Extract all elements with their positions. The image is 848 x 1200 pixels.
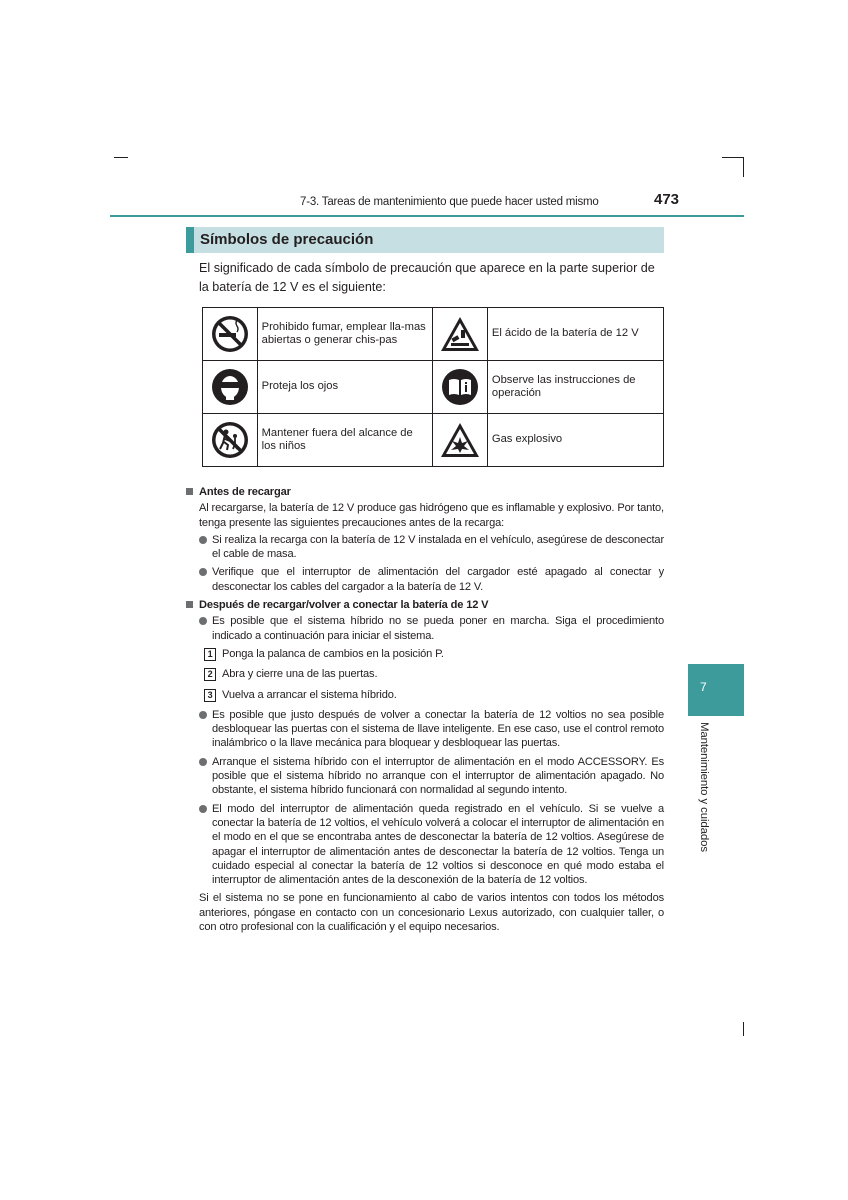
symbol-description: Mantener fuera del alcance de los niños <box>257 414 433 467</box>
chapter-number: 7 <box>700 680 707 694</box>
list-item: Verifique que el interruptor de alimentación del cargador esté apagado al conectar y desconectar los cables del cargador a la batería de 12 V. <box>186 565 664 594</box>
chapter-tab[interactable] <box>688 664 744 716</box>
step-item: 2 Abra y cierre una de las puertas. <box>186 667 664 681</box>
crop-mark <box>743 1022 744 1036</box>
list-item: El modo del interruptor de alimentación queda registrado en el vehículo. Si se vuelve a conectar la batería de 12 voltios, el vehículo volverá a colocar el interruptor de alimentación en el modo en el que se encontraba antes de desconectar la batería de 12 voltios. Asegúrese de apagar el interruptor de alimentación antes de desconectar la batería de 12 voltios. Tenga un cuidado especial al conectar la batería de 12 voltios si desconoce en qué modo estaba el interruptor de alimentación antes de la desconexión de la batería de 12 voltios. <box>186 802 664 888</box>
header-rule <box>110 215 744 217</box>
precaution-symbols-table <box>202 307 664 467</box>
symbol-cell <box>203 361 258 414</box>
body-text <box>186 485 664 937</box>
bullet-dot-icon <box>199 805 207 813</box>
step-number: 2 <box>204 668 216 681</box>
crop-mark <box>114 157 128 158</box>
step-item: 3 Vuelva a arrancar el sistema híbrido. <box>186 688 664 702</box>
bullet-dot-icon <box>199 617 207 625</box>
table-row <box>203 361 664 414</box>
eye-protection-icon <box>210 367 250 407</box>
battery-acid-icon <box>439 315 481 353</box>
list-item: Si realiza la recarga con la batería de 12 V instalada en el vehículo, asegúrese de desconectar el cable de masa. <box>186 533 664 562</box>
symbol-description: Proteja los ojos <box>257 361 433 414</box>
bullet-dot-icon <box>199 758 207 766</box>
explosive-gas-icon <box>439 421 481 459</box>
page-number: 473 <box>654 191 680 208</box>
closing-paragraph: Si el sistema no se pone en funcionamiento al cabo de varios intentos con todos los métodos anteriores, póngase en contacto con un concesionario Lexus autorizado, con cualquier taller, o con otro profesional con la cualificación y el equipo necesarios. <box>199 892 664 934</box>
chapter-label: Mantenimiento y cuidados <box>698 722 710 852</box>
running-header: 7-3. Tareas de mantenimiento que puede hacer usted mismo <box>300 196 599 208</box>
square-bullet-icon <box>186 488 193 495</box>
symbol-description: Gas explosivo <box>487 414 663 467</box>
intro-paragraph: El significado de cada símbolo de precaución que aparece en la parte superior de la batería de 12 V es el siguiente: <box>199 261 655 294</box>
symbol-cell <box>203 414 258 467</box>
symbol-description: El ácido de la batería de 12 V <box>487 308 663 361</box>
list-item: Es posible que justo después de volver a conectar la batería de 12 voltios no sea posible desbloquear las puertas con el sistema de llave inteligente. En ese caso, use el control remoto inalámbrico o la llave mecánica para bloquear y desbloquear las puertas. <box>186 708 664 751</box>
step-number: 1 <box>204 648 216 661</box>
list-item: Arranque el sistema híbrido con el interruptor de alimentación en el modo ACCESSORY. Es posible que el sistema híbrido no arranque con el interruptor de alimentación apagado. No obstante, el sistema híbrido funcionará con normalidad al segundo intento. <box>186 755 664 798</box>
step-item: 1 Ponga la palanca de cambios en la posición P. <box>186 647 664 661</box>
crop-mark <box>743 157 744 177</box>
symbol-cell <box>433 361 488 414</box>
symbol-cell <box>433 414 488 467</box>
paragraph: Al recargarse, la batería de 12 V produce gas hidrógeno que es inflamable y explosivo. Por tanto, tenga presente las siguientes precauciones antes de la recarga: <box>199 502 664 529</box>
bullet-dot-icon <box>199 711 207 719</box>
list-item: Es posible que el sistema híbrido no se pueda poner en marcha. Siga el procedimiento indicado a continuación para iniciar el sistema. <box>186 614 664 643</box>
bullet-dot-icon <box>199 536 207 544</box>
table-row <box>203 308 664 361</box>
subheading: Después de recargar/volver a conectar la batería de 12 V <box>186 598 664 612</box>
crop-mark <box>722 157 744 158</box>
keep-children-away-icon <box>210 420 250 460</box>
read-instructions-icon <box>440 367 480 407</box>
subheading: Antes de recargar <box>186 485 664 499</box>
table-row <box>203 414 664 467</box>
section-title: Símbolos de precaución <box>186 227 664 253</box>
bullet-dot-icon <box>199 568 207 576</box>
symbol-description: Observe las instrucciones de operación <box>487 361 663 414</box>
symbol-cell <box>433 308 488 361</box>
symbol-cell <box>203 308 258 361</box>
step-number: 3 <box>204 689 216 702</box>
symbol-description: Prohibido fumar, emplear lla-mas abiertas o generar chis-pas <box>257 308 433 361</box>
no-smoking-icon <box>210 314 250 354</box>
square-bullet-icon <box>186 601 193 608</box>
